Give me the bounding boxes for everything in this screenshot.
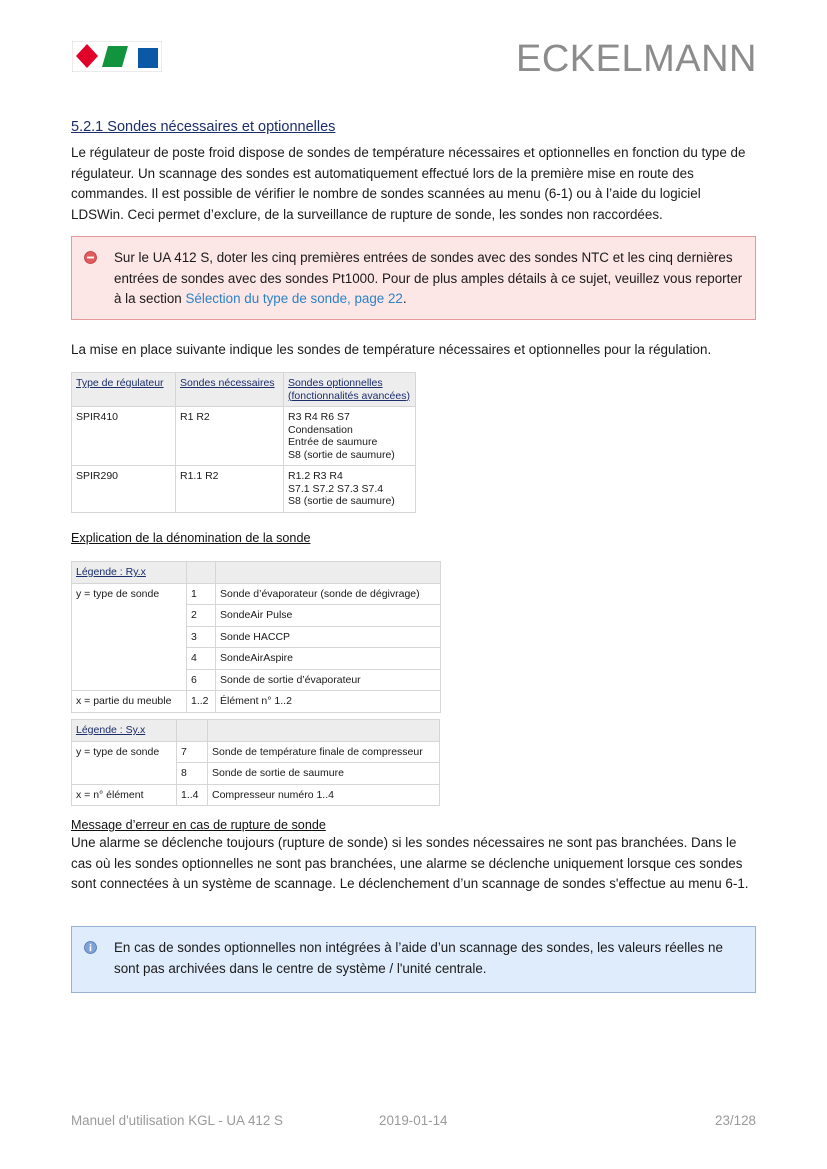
opt-line: S8 (sortie de saumure) [288, 495, 395, 507]
cell-type: SPIR410 [72, 407, 176, 466]
danger-text: Sur le UA 412 S, doter les cinq premières entrées de sondes avec des sondes NTC et les cinq dernières entrées de sondes avec des sondes Pt1000. Pour de plus amples détails à ce sujet, veuillez vous reporter à la section [114, 250, 743, 306]
info-notice-text: En cas de sondes optionnelles non intégrées à l’aide d’un scannage des sondes, les valeurs réelles ne sont pas archivées dans le centre de système / l'unité centrale. [114, 940, 723, 976]
cell-number: 1..2 [187, 691, 216, 713]
cell-x-label: x = n° élément [72, 784, 177, 806]
header-empty [187, 562, 216, 584]
probe-requirements-table [71, 372, 416, 513]
footer-manual: Manuel d'utilisation KGL - UA 412 S [71, 1113, 283, 1128]
cell-description: Sonde de sortie d’évaporateur [216, 669, 441, 691]
opt-line: Condensation [288, 423, 353, 436]
legend-ry-header: Légende : Ry.x [72, 562, 187, 584]
opt-line: R3 R4 R6 S7 [288, 411, 350, 423]
cell-optional [284, 407, 416, 466]
cell-description: SondeAirAspire [216, 648, 441, 670]
brand-name: ECKELMANN [516, 38, 757, 80]
cell-number: 1 [187, 583, 216, 605]
col-optional-probes: Sondes optionnelles (fonctionnalités avancées) [284, 373, 416, 407]
info-notice [71, 926, 756, 993]
cell-description: Élément n° 1..2 [216, 691, 441, 713]
cell-number: 3 [187, 626, 216, 648]
opt-line: S8 (sortie de saumure) [288, 448, 395, 461]
table-row [72, 466, 416, 513]
cell-description: Sonde d’évaporateur (sonde de dégivrage) [216, 583, 441, 605]
header-empty [216, 562, 441, 584]
header-empty [208, 720, 440, 742]
section-title: 5.2.1 Sondes nécessaires et optionnelles [71, 119, 336, 135]
table-row [72, 583, 441, 605]
col-controller-type: Type de régulateur [72, 373, 176, 407]
cell-x-label: x = partie du meuble [72, 691, 187, 713]
cell-number: 7 [177, 741, 208, 763]
table-header-row [72, 562, 441, 584]
cell-number: 2 [187, 605, 216, 627]
danger-notice-text [114, 248, 744, 310]
opt-line: Entrée de saumure [288, 436, 378, 448]
probe-type-link[interactable]: Sélection du type de sonde, page 22 [185, 291, 403, 306]
cell-y-label: y = type de sonde [72, 583, 187, 691]
danger-text-end: . [402, 291, 407, 306]
cell-description: Sonde de sortie de saumure [208, 763, 440, 785]
cell-number: 6 [187, 669, 216, 691]
cell-description: Compresseur numéro 1..4 [208, 784, 440, 806]
table-header-row [72, 720, 440, 742]
table-header-row [72, 373, 416, 407]
table-row [72, 741, 440, 763]
eckelmann-logo-icon [72, 41, 162, 72]
minus-circle-icon [84, 251, 97, 264]
legend-sy-header: Légende : Sy.x [72, 720, 177, 742]
cell-number: 8 [177, 763, 208, 785]
legend-ry-table [71, 561, 441, 713]
footer-date: 2019-01-14 [379, 1113, 448, 1128]
header-empty [177, 720, 208, 742]
cell-description: Sonde de température finale de compresseur [208, 741, 440, 763]
probe-setup-paragraph: La mise en place suivante indique les sondes de température nécessaires et optionnelles pour la régulation. [71, 342, 712, 357]
cell-required: R1 R2 [176, 407, 284, 466]
cell-description: Sonde HACCP [216, 626, 441, 648]
table-row [72, 691, 441, 713]
table-row [72, 407, 416, 466]
cell-number: 4 [187, 648, 216, 670]
cell-optional [284, 466, 416, 513]
info-icon [84, 941, 97, 954]
cell-y-label: y = type de sonde [72, 741, 177, 784]
cell-description: SondeAir Pulse [216, 605, 441, 627]
explain-title: Explication de la dénomination de la sonde [71, 531, 311, 545]
danger-notice [71, 236, 756, 320]
opt-line: R1.2 R3 R4 [288, 470, 343, 482]
footer-page: 23/128 [715, 1113, 756, 1128]
cell-type: SPIR290 [72, 466, 176, 513]
col-required-probes: Sondes nécessaires [176, 373, 284, 407]
error-paragraph: Une alarme se déclenche toujours (rupture de sonde) si les sondes nécessaires ne sont pas branchées. Dans le cas où les sondes optionnelles ne sont pas branchées, une alarme se déclenche uniquement lorsque ces sondes sont connectées à un système de scannage. Le déclenchement d’un scannage de sondes s'effectue au menu 6-1. [71, 835, 749, 891]
intro-paragraph: Le régulateur de poste froid dispose de sondes de température nécessaires et optionnelles en fonction du type de régulateur. Un scannage des sondes est automatiquement effectué lors de la première mise en route des commandes. Il est possible de vérifier le nombre de sondes scannées au menu (6-1) ou à l’aide du logiciel LDSWin. Ceci permet d’exclure, de la surveillance de rupture de sonde, les sondes non raccordées. [71, 145, 746, 222]
legend-sy-table [71, 719, 440, 806]
cell-number: 1..4 [177, 784, 208, 806]
opt-line: S7.1 S7.2 S7.3 S7.4 [288, 482, 384, 495]
cell-required: R1.1 R2 [176, 466, 284, 513]
table-row [72, 784, 440, 806]
error-title: Message d’erreur en cas de rupture de sonde [71, 818, 326, 832]
